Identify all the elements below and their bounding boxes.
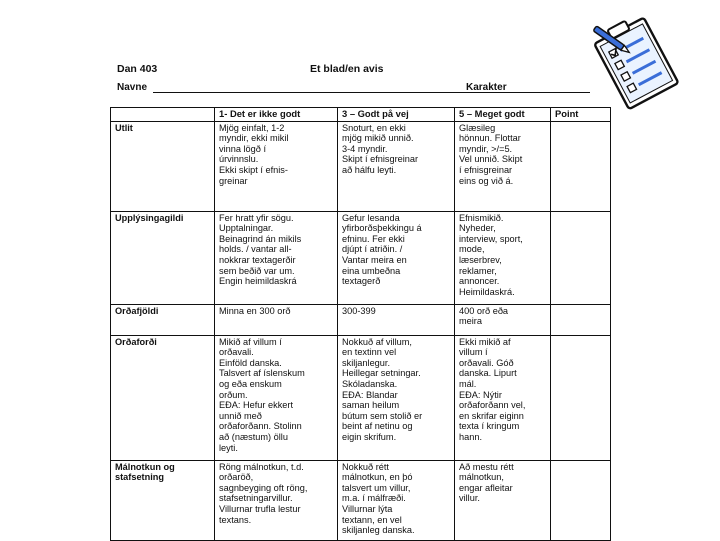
rubric-table xyxy=(110,107,611,541)
point-cell[interactable] xyxy=(551,211,611,304)
score-3-cell: Nokkuð rétt málnotkun, en þó talsvert um villur, m.a. í málfræði. Villurnar lýta textann, en vel skiljanleg danska. xyxy=(338,460,455,540)
score-3-cell: Nokkuð af villum, en textinn vel skiljanlegur. Heillegar setningar. Skóladanska. EÐA: Blandar saman heilum bútum sem stolið er beint af netinu og eigin skrifum. xyxy=(338,335,455,460)
table-row xyxy=(111,304,611,335)
table-row xyxy=(111,460,611,540)
table-header-row xyxy=(111,108,611,122)
grade-blank-line xyxy=(520,92,590,93)
category-cell: Málnotkun og stafsetning xyxy=(111,460,215,540)
column-header: Point xyxy=(551,108,611,122)
name-grade-line xyxy=(117,82,590,98)
column-header xyxy=(111,108,215,122)
category-cell: Upplýsingagildi xyxy=(111,211,215,304)
grade-label: Karakter xyxy=(466,82,507,93)
category-cell: Orðafjöldi xyxy=(111,304,215,335)
point-cell[interactable] xyxy=(551,335,611,460)
score-1-cell: Fer hratt yfir sögu. Upptalningar. Beinagrind án mikils holds. / vantar all- nokkrar textagerðir sem beðið var um. Engin heimildaskrá xyxy=(215,211,338,304)
score-5-cell: Ekki mikið af villum í orðavali. Góð danska. Lipurt mál. EÐA: Nýtir orðaforðann vel, en skrifar eiginn texta í kringum hann. xyxy=(455,335,551,460)
score-1-cell: Mikið af villum í orðavali. Einföld danska. Talsvert af íslenskum og eða enskum orðum. EÐA: Hefur ekkert unnið með orðaforðann. Stolinn að (næstum) öllu leyti. xyxy=(215,335,338,460)
column-header: 5 – Meget godt xyxy=(455,108,551,122)
table-row xyxy=(111,335,611,460)
category-cell: Utlit xyxy=(111,121,215,211)
table-row xyxy=(111,211,611,304)
score-3-cell: Snoturt, en ekki mjög mikið unnið. 3-4 myndir. Skipt í efnisgreinar að hálfu leyti. xyxy=(338,121,455,211)
table-row xyxy=(111,121,611,211)
clipboard-checklist-icon xyxy=(580,15,692,115)
score-1-cell: Röng málnotkun, t.d. orðaröð, sagnbeyging oft röng, stafsetningarvillur. Villurnar trufla lestur textans. xyxy=(215,460,338,540)
score-3-cell: 300-399 xyxy=(338,304,455,335)
column-header: 3 – Godt på vej xyxy=(338,108,455,122)
score-5-cell: Að mestu rétt málnotkun, engar afleitar villur. xyxy=(455,460,551,540)
score-1-cell: Mjög einfalt, 1-2 myndir, ekki mikil vinna lögð í úrvinnslu. Ekki skipt í efnis- greinar xyxy=(215,121,338,211)
score-5-cell: 400 orð eða meira xyxy=(455,304,551,335)
column-header: 1- Det er ikke godt xyxy=(215,108,338,122)
score-1-cell: Minna en 300 orð xyxy=(215,304,338,335)
score-3-cell: Gefur lesanda yfirborðsþekkingu á efninu. Fer ekki djúpt í atriðin. / Vantar meira en eina umbeðna textagerð xyxy=(338,211,455,304)
point-cell[interactable] xyxy=(551,304,611,335)
score-5-cell: Efnismikið. Nyheder, interview, sport, mode, læserbrev, reklamer, annoncer. Heimildaskrá. xyxy=(455,211,551,304)
course-code: Dan 403 xyxy=(117,63,158,75)
point-cell[interactable] xyxy=(551,460,611,540)
category-cell: Orðaforði xyxy=(111,335,215,460)
score-5-cell: Glæsileg hönnun. Flottar myndir, >/=5. Vel unnið. Skipt í efnisgreinar eins og við á. xyxy=(455,121,551,211)
name-label: Navne xyxy=(117,82,148,93)
page-title: Et blad/en avis xyxy=(310,63,384,75)
point-cell[interactable] xyxy=(551,121,611,211)
